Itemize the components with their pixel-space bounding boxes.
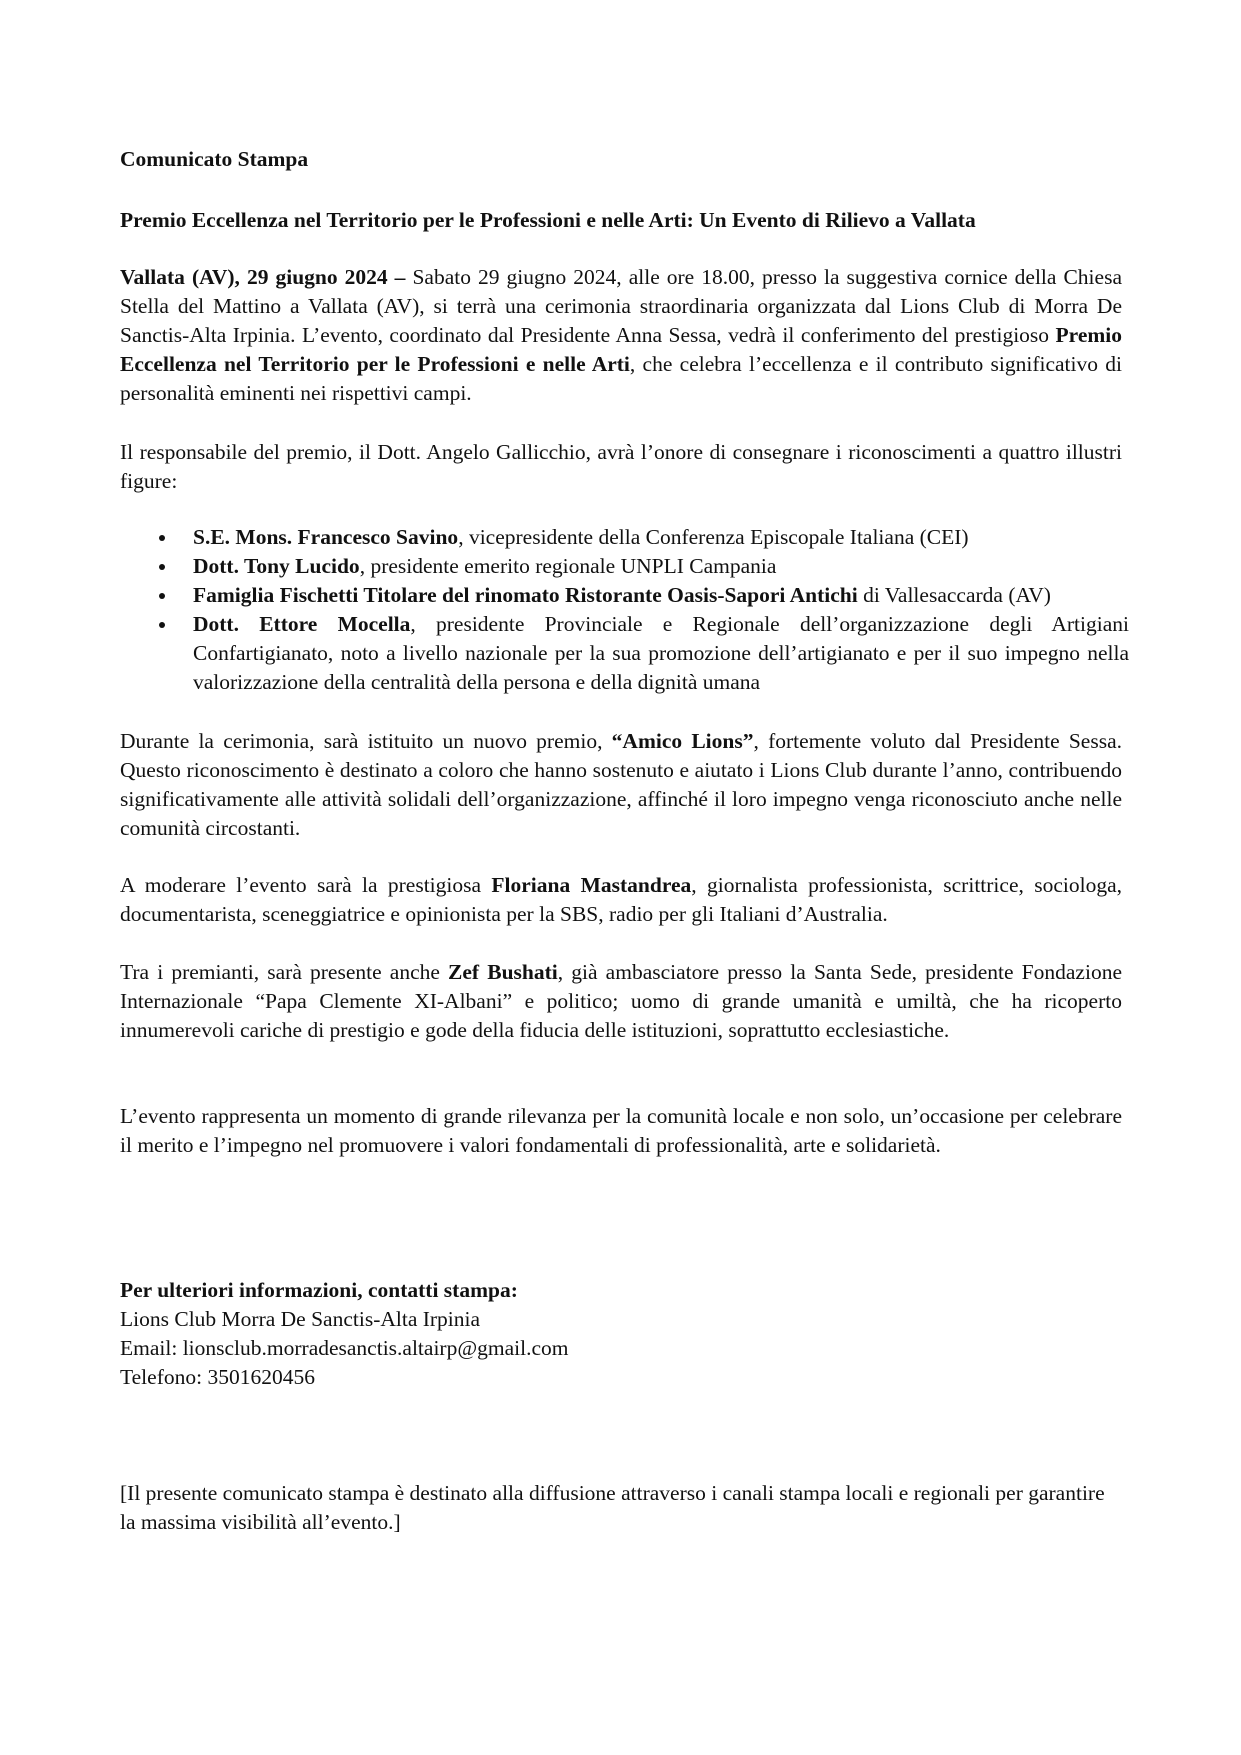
amico-text-before: Durante la cerimonia, sarà istituito un nuovo premio, [120, 729, 612, 753]
intro-text-2: , che celebra l’eccellenza e il contributo significativo di personalità eminenti nei rispettivi campi. [120, 352, 1122, 405]
list-item [120, 552, 1225, 581]
awardee-name: Famiglia Fischetti Titolare del rinomato Ristorante Oasis-Sapori Antichi [193, 583, 858, 607]
amico-text-after: , fortemente voluto dal Presidente Sessa. Questo riconoscimento è destinato a coloro che hanno sostenuto e aiutato i Lions Club durante l’anno, contribuendo significativamente alle attività solidali dell’organizzazione, affinché il loro impegno venga riconosciuto anche nelle comunità circostanti. [120, 729, 1122, 840]
responsible-paragraph: Il responsabile del premio, il Dott. Angelo Gallicchio, avrà l’onore di consegnare i riconoscimenti a quattro illustri figure: [120, 440, 1122, 493]
amico-lions-name: “Amico Lions” [611, 729, 754, 753]
moderator-name: Floriana Mastandrea [491, 873, 692, 897]
awardee-desc: , presidente Provinciale e Regionale dell’organizzazione degli Artigiani Confartigianato, noto a livello nazionale per la sua promozione dell’artigianato e per il suo impegno nella valorizzazione della centralità della persona e della dignità umana [193, 612, 1129, 694]
presenter-text-before: Tra i premianti, sarà presente anche [120, 960, 449, 984]
moderator-text-before: A moderare l’evento sarà la prestigiosa [120, 873, 492, 897]
contacts-heading: Per ulteriori informazioni, contatti stampa: [120, 1278, 518, 1302]
contacts-block [120, 1276, 1122, 1392]
list-item [120, 581, 1225, 610]
amico-lions-paragraph [120, 727, 1122, 843]
dateline: Vallata (AV), 29 giugno 2024 – [120, 265, 406, 289]
document-title: Premio Eccellenza nel Territorio per le Professioni e nelle Arti: Un Evento di Rilievo a Vallata [120, 208, 976, 232]
awardee-desc: , vicepresidente della Conferenza Episcopale Italiana (CEI) [458, 525, 969, 549]
intro-paragraph [120, 263, 1122, 408]
awardee-desc: , presidente emerito regionale UNPLI Campania [359, 554, 777, 578]
presenter-text-after: , già ambasciatore presso la Santa Sede, presidente Fondazione Internazionale “Papa Clemente XI-Albani” e politico; uomo di grande umanità e umiltà, che ha ricoperto innumerevoli cariche di prestigio e gode della fiducia delle istituzioni, soprattutto ecclesiastiche. [120, 960, 1122, 1042]
awardee-name: S.E. Mons. Francesco Savino [193, 525, 459, 549]
contact-phone: Telefono: 3501620456 [120, 1365, 315, 1389]
contact-org: Lions Club Morra De Sanctis-Alta Irpinia [120, 1307, 481, 1331]
list-item [120, 523, 1225, 552]
award-name: Premio Eccellenza nel Territorio per le Professioni e nelle Arti [120, 323, 1122, 376]
awardee-name: Dott. Tony Lucido [193, 554, 360, 578]
list-item [120, 610, 1129, 697]
presenter-paragraph [120, 958, 1122, 1045]
awardee-desc: di Vallesaccarda (AV) [857, 583, 1051, 607]
awardee-name: Dott. Ettore Mocella [193, 612, 411, 636]
awardees-list [120, 523, 1225, 697]
document-heading: Comunicato Stampa [120, 147, 309, 171]
presenter-name: Zef Bushati [448, 960, 558, 984]
contact-email: Email: lionsclub.morradesanctis.altairp@gmail.com [120, 1336, 569, 1360]
moderator-paragraph [120, 871, 1122, 929]
distribution-note: [Il presente comunicato stampa è destinato alla diffusione attraverso i canali stampa locali e regionali per garantire la massima visibilità all’evento.] [120, 1481, 1105, 1534]
moderator-text-after: , giornalista professionista, scrittrice, sociologa, documentarista, sceneggiatrice e opinionista per la SBS, radio per gli Italiani d’Australia. [120, 873, 1122, 926]
closing-paragraph: L’evento rappresenta un momento di grande rilevanza per la comunità locale e non solo, un’occasione per celebrare il merito e l’impegno nel promuovere i valori fondamentali di professionalità, arte e solidarietà. [120, 1104, 1122, 1157]
intro-text-1: Sabato 29 giugno 2024, alle ore 18.00, presso la suggestiva cornice della Chiesa Stella del Mattino a Vallata (AV), si terrà una cerimonia straordinaria organizzata dal Lions Club di Morra De Sanctis-Alta Irpinia. L’evento, coordinato dal Presidente Anna Sessa, vedrà il conferimento del prestigioso [120, 265, 1122, 347]
